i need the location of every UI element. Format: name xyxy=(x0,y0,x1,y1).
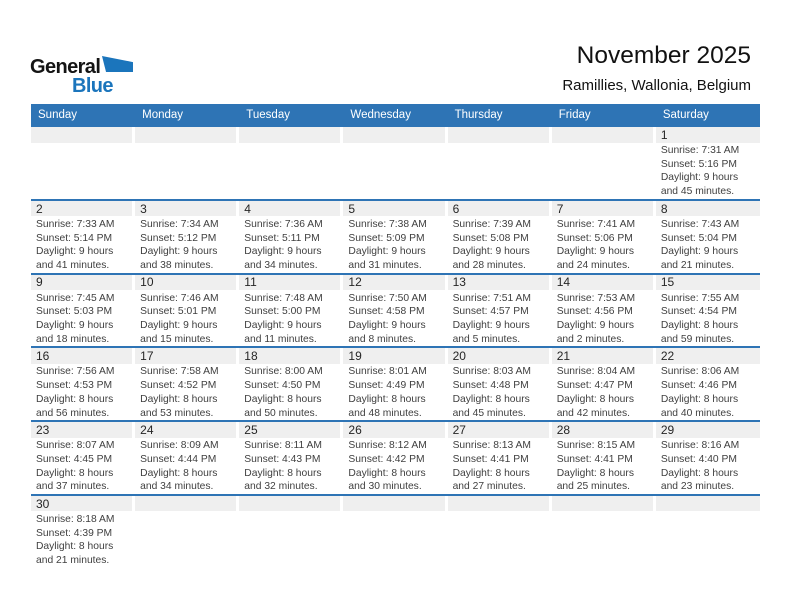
day-cell-10 xyxy=(135,275,239,347)
date-band xyxy=(239,496,340,512)
date-band xyxy=(31,422,132,438)
date-band xyxy=(31,348,132,364)
day-details xyxy=(448,364,552,420)
date-number: 25 xyxy=(244,422,258,437)
sunset-text: Sunset: 5:12 PM xyxy=(140,232,217,244)
sunset-text: Sunset: 4:53 PM xyxy=(36,380,113,392)
date-band xyxy=(135,422,236,438)
daylight-text: Daylight: 8 hours and 53 minutes. xyxy=(140,393,218,419)
sunset-text: Sunset: 4:42 PM xyxy=(348,453,425,465)
day-details xyxy=(135,290,239,346)
weekday-tuesday: Tuesday xyxy=(246,108,290,121)
date-band xyxy=(448,201,549,217)
day-cell-empty xyxy=(552,496,656,568)
date-band xyxy=(343,496,444,512)
day-cell-13 xyxy=(448,275,552,347)
day-cell-empty xyxy=(448,127,552,199)
date-band xyxy=(31,275,132,291)
day-cell-24 xyxy=(135,422,239,494)
day-cell-22 xyxy=(656,348,760,420)
day-details xyxy=(448,216,552,272)
sunrise-text: Sunrise: 8:12 AM xyxy=(348,440,427,452)
sunrise-text: Sunrise: 8:11 AM xyxy=(244,440,322,452)
date-band xyxy=(552,275,653,291)
date-band xyxy=(239,127,340,143)
day-details xyxy=(239,511,343,513)
week-row xyxy=(31,494,760,568)
day-details xyxy=(135,364,239,420)
daylight-text: Daylight: 8 hours and 23 minutes. xyxy=(660,467,739,493)
page-subtitle: Ramillies, Wallonia, Belgium xyxy=(562,77,751,94)
daylight-text: Daylight: 8 hours and 25 minutes. xyxy=(556,467,634,493)
week-row xyxy=(31,420,760,494)
sunrise-text: Sunrise: 8:00 AM xyxy=(244,366,323,378)
day-cell-26 xyxy=(343,422,447,494)
sunset-text: Sunset: 4:56 PM xyxy=(556,306,633,318)
sunset-text: Sunset: 4:50 PM xyxy=(244,380,321,392)
date-band xyxy=(656,422,760,438)
date-band xyxy=(343,275,444,291)
date-band xyxy=(31,496,132,512)
day-details xyxy=(31,364,135,420)
daylight-text: Daylight: 9 hours and 8 minutes. xyxy=(348,320,426,345)
sunset-text: Sunset: 5:01 PM xyxy=(140,306,217,318)
sunrise-text: Sunrise: 7:39 AM xyxy=(452,218,531,230)
date-number: 28 xyxy=(556,422,571,437)
daylight-text: Daylight: 8 hours and 42 minutes. xyxy=(556,393,634,419)
sunrise-text: Sunrise: 7:34 AM xyxy=(140,218,219,230)
day-details xyxy=(343,438,447,494)
day-details xyxy=(552,290,656,346)
date-number: 30 xyxy=(36,496,50,511)
sunrise-text: Sunrise: 7:53 AM xyxy=(556,292,636,304)
date-band xyxy=(552,127,653,143)
date-band xyxy=(135,127,236,143)
date-band xyxy=(239,201,340,217)
weekday-saturday: Saturday xyxy=(662,108,709,121)
daylight-text: Daylight: 8 hours and 21 minutes. xyxy=(36,541,114,567)
day-details xyxy=(135,511,239,513)
sunrise-text: Sunrise: 7:55 AM xyxy=(660,292,740,304)
weekday-thursday: Thursday xyxy=(454,108,503,121)
date-number: 24 xyxy=(140,422,154,437)
sunset-text: Sunset: 5:08 PM xyxy=(452,232,529,244)
sunrise-text: Sunrise: 8:03 AM xyxy=(452,366,531,378)
day-cell-empty xyxy=(135,496,239,568)
date-band xyxy=(552,201,653,217)
sunset-text: Sunset: 4:46 PM xyxy=(660,380,737,392)
sunset-text: Sunset: 4:44 PM xyxy=(140,453,217,465)
date-band xyxy=(239,348,340,364)
day-details xyxy=(448,438,552,494)
day-details xyxy=(656,511,760,513)
title-block xyxy=(562,42,751,94)
day-details xyxy=(343,364,447,420)
daylight-text: Daylight: 9 hours and 15 minutes. xyxy=(140,320,218,345)
sunrise-text: Sunrise: 7:51 AM xyxy=(452,292,531,304)
day-details xyxy=(239,290,343,346)
day-cell-20 xyxy=(448,348,552,420)
daylight-text: Daylight: 9 hours and 45 minutes. xyxy=(660,172,739,198)
day-details xyxy=(656,438,760,494)
weekday-sunday: Sunday xyxy=(38,108,78,121)
daylight-text: Daylight: 8 hours and 30 minutes. xyxy=(348,467,426,493)
sunrise-text: Sunrise: 8:07 AM xyxy=(36,440,115,452)
daylight-text: Daylight: 8 hours and 50 minutes. xyxy=(244,393,322,419)
date-band xyxy=(31,127,132,143)
date-number: 1 xyxy=(660,127,668,142)
calendar-grid xyxy=(31,125,760,568)
date-band xyxy=(656,275,760,291)
calendar xyxy=(31,104,760,568)
daylight-text: Daylight: 9 hours and 2 minutes. xyxy=(556,320,634,345)
day-cell-1 xyxy=(656,127,760,199)
day-details xyxy=(31,438,135,494)
daylight-text: Daylight: 9 hours and 38 minutes. xyxy=(140,246,218,271)
week-row xyxy=(31,125,760,199)
day-details xyxy=(239,143,343,145)
weekday-monday: Monday xyxy=(142,108,184,121)
day-details xyxy=(31,143,135,145)
sunset-text: Sunset: 5:09 PM xyxy=(348,232,425,244)
day-details xyxy=(448,143,552,145)
daylight-text: Daylight: 9 hours and 21 minutes. xyxy=(660,246,739,271)
day-details xyxy=(239,216,343,272)
day-cell-25 xyxy=(239,422,343,494)
date-number: 21 xyxy=(556,349,571,364)
day-cell-empty xyxy=(239,496,343,568)
date-number: 6 xyxy=(452,201,460,216)
weekday-wednesday: Wednesday xyxy=(350,108,411,121)
daylight-text: Daylight: 9 hours and 11 minutes. xyxy=(244,320,322,345)
date-band xyxy=(656,496,760,512)
date-band xyxy=(343,422,444,438)
day-details xyxy=(656,364,760,420)
day-details xyxy=(552,364,656,420)
daylight-text: Daylight: 8 hours and 48 minutes. xyxy=(348,393,426,419)
sunset-text: Sunset: 5:11 PM xyxy=(244,232,320,244)
date-band xyxy=(239,275,340,291)
day-cell-4 xyxy=(239,201,343,273)
daylight-text: Daylight: 8 hours and 45 minutes. xyxy=(452,393,530,419)
day-details xyxy=(656,143,760,199)
sunrise-text: Sunrise: 7:36 AM xyxy=(244,218,323,230)
day-cell-8 xyxy=(656,201,760,273)
sunset-text: Sunset: 4:49 PM xyxy=(348,380,425,392)
page-title: November 2025 xyxy=(576,42,751,69)
sunset-text: Sunset: 5:06 PM xyxy=(556,232,633,244)
day-cell-12 xyxy=(343,275,447,347)
day-details xyxy=(135,143,239,145)
sunset-text: Sunset: 5:16 PM xyxy=(660,158,737,170)
date-number: 12 xyxy=(348,275,362,290)
date-number: 3 xyxy=(140,201,147,216)
weekday-header-row xyxy=(31,104,760,125)
sunset-text: Sunset: 5:00 PM xyxy=(244,306,321,318)
sunrise-text: Sunrise: 7:43 AM xyxy=(660,218,740,230)
day-cell-11 xyxy=(239,275,343,347)
general-blue-logo xyxy=(30,54,150,104)
daylight-text: Daylight: 8 hours and 32 minutes. xyxy=(244,467,322,493)
date-number: 29 xyxy=(660,422,675,437)
week-row xyxy=(31,273,760,347)
date-band xyxy=(448,127,549,143)
day-details xyxy=(448,290,552,346)
sunrise-text: Sunrise: 7:45 AM xyxy=(36,292,115,304)
date-number: 20 xyxy=(452,349,466,364)
sunset-text: Sunset: 4:47 PM xyxy=(556,380,633,392)
day-details xyxy=(31,216,135,272)
sunset-text: Sunset: 4:41 PM xyxy=(556,453,633,465)
sunset-text: Sunset: 4:57 PM xyxy=(452,306,529,318)
daylight-text: Daylight: 9 hours and 5 minutes. xyxy=(452,320,530,345)
weekday-friday: Friday xyxy=(558,108,591,121)
day-details xyxy=(656,216,760,272)
day-details xyxy=(343,290,447,346)
sunset-text: Sunset: 4:58 PM xyxy=(348,306,425,318)
sunset-text: Sunset: 4:40 PM xyxy=(660,453,737,465)
daylight-text: Daylight: 8 hours and 27 minutes. xyxy=(452,467,530,493)
date-number: 19 xyxy=(348,349,362,364)
day-cell-18 xyxy=(239,348,343,420)
day-details xyxy=(135,438,239,494)
day-cell-empty xyxy=(552,127,656,199)
day-cell-19 xyxy=(343,348,447,420)
sunset-text: Sunset: 4:41 PM xyxy=(452,453,529,465)
daylight-text: Daylight: 9 hours and 41 minutes. xyxy=(36,246,114,271)
logo-text-general: General xyxy=(30,56,101,78)
day-cell-21 xyxy=(552,348,656,420)
day-cell-9 xyxy=(31,275,135,347)
day-cell-16 xyxy=(31,348,135,420)
sunrise-text: Sunrise: 7:38 AM xyxy=(348,218,427,230)
daylight-text: Daylight: 8 hours and 56 minutes. xyxy=(36,393,114,419)
day-cell-28 xyxy=(552,422,656,494)
day-cell-7 xyxy=(552,201,656,273)
date-band xyxy=(656,348,760,364)
sunrise-text: Sunrise: 8:04 AM xyxy=(556,366,636,378)
day-cell-3 xyxy=(135,201,239,273)
day-details xyxy=(343,143,447,145)
date-number: 5 xyxy=(348,201,356,216)
date-number: 2 xyxy=(36,201,43,216)
day-cell-5 xyxy=(343,201,447,273)
day-cell-empty xyxy=(343,127,447,199)
date-band xyxy=(656,127,760,143)
date-number: 17 xyxy=(140,349,154,364)
daylight-text: Daylight: 8 hours and 40 minutes. xyxy=(660,393,739,419)
day-details xyxy=(448,511,552,513)
day-cell-empty xyxy=(656,496,760,568)
date-band xyxy=(135,201,236,217)
day-cell-23 xyxy=(31,422,135,494)
date-number: 16 xyxy=(36,349,50,364)
day-cell-2 xyxy=(31,201,135,273)
date-number: 18 xyxy=(244,349,258,364)
sunrise-text: Sunrise: 8:06 AM xyxy=(660,366,740,378)
date-band xyxy=(448,496,549,512)
day-details xyxy=(343,216,447,272)
sunrise-text: Sunrise: 7:46 AM xyxy=(140,292,219,304)
day-details xyxy=(552,438,656,494)
day-cell-15 xyxy=(656,275,760,347)
daylight-text: Daylight: 9 hours and 28 minutes. xyxy=(452,246,530,271)
day-cell-30 xyxy=(31,496,135,568)
date-number: 14 xyxy=(556,275,571,290)
date-band xyxy=(552,348,653,364)
day-details xyxy=(552,511,656,513)
day-cell-empty xyxy=(343,496,447,568)
week-row xyxy=(31,199,760,273)
day-details xyxy=(239,438,343,494)
day-cell-14 xyxy=(552,275,656,347)
day-details xyxy=(135,216,239,272)
day-details xyxy=(552,216,656,272)
date-band xyxy=(343,127,444,143)
logo-flag-triangle-icon xyxy=(102,56,133,72)
date-number: 22 xyxy=(660,349,675,364)
daylight-text: Daylight: 9 hours and 34 minutes. xyxy=(244,246,322,271)
date-number: 26 xyxy=(348,422,362,437)
date-number: 27 xyxy=(452,422,466,437)
date-band xyxy=(552,422,653,438)
sunset-text: Sunset: 5:03 PM xyxy=(36,306,113,318)
daylight-text: Daylight: 8 hours and 34 minutes. xyxy=(140,467,218,493)
sunrise-text: Sunrise: 7:31 AM xyxy=(660,145,740,156)
sunset-text: Sunset: 4:43 PM xyxy=(244,453,321,465)
day-details xyxy=(31,511,135,567)
date-band xyxy=(552,496,653,512)
week-row xyxy=(31,346,760,420)
sunrise-text: Sunrise: 8:16 AM xyxy=(660,440,740,452)
day-cell-empty xyxy=(135,127,239,199)
logo-text-blue: Blue xyxy=(72,75,113,97)
sunrise-text: Sunrise: 7:50 AM xyxy=(348,292,427,304)
daylight-text: Daylight: 8 hours and 37 minutes. xyxy=(36,467,114,493)
sunrise-text: Sunrise: 7:58 AM xyxy=(140,366,219,378)
day-cell-29 xyxy=(656,422,760,494)
sunrise-text: Sunrise: 8:15 AM xyxy=(556,440,636,452)
day-cell-empty xyxy=(448,496,552,568)
day-cell-17 xyxy=(135,348,239,420)
date-band xyxy=(31,201,132,217)
sunset-text: Sunset: 4:52 PM xyxy=(140,380,217,392)
sunrise-text: Sunrise: 7:33 AM xyxy=(36,218,115,230)
date-band xyxy=(448,422,549,438)
sunrise-text: Sunrise: 7:48 AM xyxy=(244,292,323,304)
day-details xyxy=(656,290,760,346)
sunset-text: Sunset: 5:04 PM xyxy=(660,232,737,244)
day-cell-empty xyxy=(31,127,135,199)
day-details xyxy=(552,143,656,145)
date-number: 11 xyxy=(244,275,257,290)
date-number: 10 xyxy=(140,275,154,290)
date-band xyxy=(135,496,236,512)
date-number: 9 xyxy=(36,275,43,290)
day-details xyxy=(343,511,447,513)
date-number: 8 xyxy=(660,201,668,216)
day-cell-27 xyxy=(448,422,552,494)
day-cell-empty xyxy=(239,127,343,199)
sunrise-text: Sunrise: 8:01 AM xyxy=(348,366,427,378)
date-number: 13 xyxy=(452,275,466,290)
date-band xyxy=(448,348,549,364)
sunset-text: Sunset: 4:45 PM xyxy=(36,453,113,465)
day-cell-6 xyxy=(448,201,552,273)
date-band xyxy=(448,275,549,291)
date-number: 15 xyxy=(660,275,675,290)
daylight-text: Daylight: 9 hours and 18 minutes. xyxy=(36,320,114,345)
date-band xyxy=(343,201,444,217)
sunrise-text: Sunrise: 8:18 AM xyxy=(36,513,115,525)
date-band xyxy=(239,422,340,438)
sunrise-text: Sunrise: 7:41 AM xyxy=(556,218,636,230)
date-number: 4 xyxy=(244,201,251,216)
date-band xyxy=(135,348,236,364)
sunrise-text: Sunrise: 8:13 AM xyxy=(452,440,531,452)
date-band xyxy=(656,201,760,217)
daylight-text: Daylight: 9 hours and 24 minutes. xyxy=(556,246,634,271)
day-details xyxy=(31,290,135,346)
sunrise-text: Sunrise: 7:56 AM xyxy=(36,366,115,378)
sunset-text: Sunset: 4:54 PM xyxy=(660,306,737,318)
daylight-text: Daylight: 8 hours and 59 minutes. xyxy=(660,320,739,345)
sunrise-text: Sunrise: 8:09 AM xyxy=(140,440,219,452)
sunset-text: Sunset: 4:48 PM xyxy=(452,380,529,392)
sunset-text: Sunset: 4:39 PM xyxy=(36,527,113,539)
date-band xyxy=(343,348,444,364)
date-number: 23 xyxy=(36,422,50,437)
daylight-text: Daylight: 9 hours and 31 minutes. xyxy=(348,246,426,271)
day-details xyxy=(239,364,343,420)
date-band xyxy=(135,275,236,291)
date-number: 7 xyxy=(556,201,564,216)
sunset-text: Sunset: 5:14 PM xyxy=(36,232,113,244)
